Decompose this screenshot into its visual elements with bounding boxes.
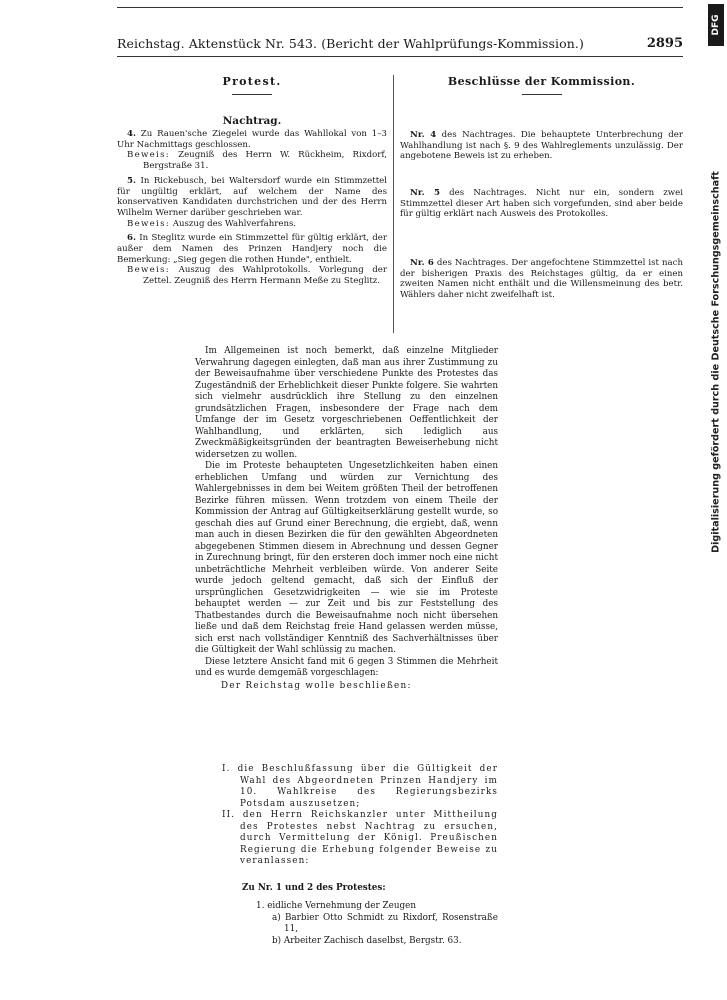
right-column-6 xyxy=(400,258,683,301)
evidence-4: Beweis: Zeugniß des Herrn W. Rückheim, Rixdorf, Bergstraße 31. xyxy=(127,150,387,172)
resolution-item-6: Nr. 6 des Nachtrages. Der angefochtene Stimmzettel ist nach der bisherigen Praxis des Reichstages gültig, da er einen zweiten Namen nicht enthält und die Willensmeinung des betr. Wählers daher nicht zweifelhaft ist. xyxy=(400,258,684,301)
resolution-item-ii: II. den Herrn Reichskanzler unter Mittheilung des Protestes nebst Nachtrag zu ersuchen, durch Vermittelung der Königl. Preußischen Regierung die Erhebung folgender Beweise zu veranlassen: xyxy=(222,810,498,866)
body-text xyxy=(195,346,498,692)
evidence-6: Beweis: Auszug des Wahlprotokolls. Vorlegung der Zettel. Zeugniß des Herrn Hermann Meße zu Steglitz. xyxy=(127,265,387,287)
right-column-5 xyxy=(400,188,683,220)
column-divider xyxy=(393,75,394,333)
body-paragraph: Die im Proteste behaupteten Ungesetzlichkeiten haben einen erheblichen Umfang und würden zur Vernichtung des Wahlergebnisses in dem bei Weitem größten Theil der betroffenen Bezirke führen müssen. Wenn trotzdem von einem Theile der Kommission der Antrag auf Gültigkeitserklärung gestellt wurde, so geschah dies auf Grund einer Berechnung, die ergiebt, daß, wenn man auch in diesen Bezirken die für den gewählten Abgeordneten abgegebenen Stimmen diesem in Abrechnung und dessen Gegner in Zurechnung bringt, für den ersteren doch immer noch eine nicht unbeträchtliche Mehrheit verbleiben würde. Von anderer Seite wurde jedoch geltend gemacht, daß sich der Einfluß der ursprünglichen Gesetzwidrigkeiten — wie sie im Proteste behauptet werden — zur Zeit und bis zur Feststellung des Thatbestandes durch die Beweisaufnahme noch nicht übersehen ließe und daß dem Reichstag freie Hand gelassen werden müsse, sich erst nach vollständiger Kenntniß des Sachverhältnisses über die Gültigkeit der Wahl schlüssig zu machen. xyxy=(195,461,498,655)
nachtrag-heading: Nachtrag. xyxy=(222,115,282,127)
witness-b: b) Arbeiter Zachisch daselbst, Bergstr. 63. xyxy=(272,935,462,946)
commission-heading: Beschlüsse der Kommission. xyxy=(447,75,636,88)
top-rule xyxy=(117,7,683,8)
page-header xyxy=(117,36,683,52)
protest-item-5: 5. In Rickebusch, bei Waltersdorf wurde ein Stimmzettel für ungültig erklärt, auf welchem der Name des konservativen Kandidaten durchstrichen und der des Herrn Wilhelm Werner darüber geschrieben war. xyxy=(117,175,387,218)
resolution-list xyxy=(222,764,498,868)
protest-heading: Protest. xyxy=(222,75,282,88)
page-number: 2895 xyxy=(646,36,683,51)
heading-rule xyxy=(232,94,272,95)
protest-item-4: 4. Zu Rauen'sche Ziegelei wurde das Wahllokal von 1–3 Uhr Nachmittags geschlossen. xyxy=(117,129,387,150)
body-paragraph: Diese letztere Ansicht fand mit 6 gegen 3 Stimmen die Mehrheit und es wurde demgemäß vorgeschlagen: xyxy=(195,656,498,678)
witness-intro: 1. eidliche Vernehmung der Zeugen xyxy=(256,901,416,911)
left-column xyxy=(117,129,387,287)
evidence-5: Beweis: Auszug des Wahlverfahrens. xyxy=(127,218,297,229)
right-column-heading xyxy=(400,75,683,95)
resolution-item-i: I. die Beschlußfassung über die Gültigkeit der Wahl des Abgeordneten Prinzen Handjery im 10. Wahlkreise des Regierungsbezirks Potsdam auszusetzen; xyxy=(222,764,499,809)
witness-list xyxy=(256,901,498,947)
resolution-intro: Der Reichstag wolle beschließen: xyxy=(221,680,412,691)
funding-credit: Digitalisierung gefördert durch die Deutsche Forschungsgemeinschaft xyxy=(710,171,722,553)
body-paragraph: Im Allgemeinen ist noch bemerkt, daß einzelne Mitglieder Verwahrung dagegen einlegten, daß man aus ihrer Zustimmung zu der Beweisaufnahme über verschiedene Punkte des Protestes das Zugeständniß der Erheblichkeit dieser Punkte folgere. Sie wahrten sich vielmehr ausdrücklich ihre Stellung zu den einzelnen grundsätzlichen Fragen, insbesondere der Frage nach dem Umfange der im Gesetz vorgeschriebenen Oeffentlichkeit der Wahlhandlung, und erklärten, sich lediglich aus Zweckmäßigkeitsgründen der beantragten Beweiserhebung nicht widersetzen zu wollen. xyxy=(195,346,498,460)
witness-a: a) Barbier Otto Schmidt zu Rixdorf, Rosenstraße 11, xyxy=(272,912,498,934)
protest-item-6: 6. In Steglitz wurde ein Stimmzettel für gültig erklärt, der außer dem Namen des Prinzen Handjery noch die Bemerkung: „Sieg gegen die rothen Hunde", enthielt. xyxy=(117,233,388,265)
heading-rule xyxy=(522,94,562,95)
header-rule xyxy=(117,56,683,57)
resolution-item-4: Nr. 4 des Nachtrages. Die behauptete Unterbrechung der Wahlhandlung ist nach §. 9 des Wahlreglements unzulässig. Der angebotene Beweis ist zu erheben. xyxy=(400,130,683,162)
running-title: Reichstag. Aktenstück Nr. 543. (Bericht der Wahlprüfungs-Kommission.) xyxy=(117,36,584,51)
dfg-sidebar xyxy=(706,0,727,1000)
resolution-item-5: Nr. 5 des Nachtrages. Nicht nur ein, sondern zwei Stimmzettel dieser Art haben sich vorgefunden, sind aber beide für gültig erklärt nach Ausweis des Protokolles. xyxy=(400,188,683,220)
protest-subheading: Zu Nr. 1 und 2 des Protestes: xyxy=(242,883,386,893)
dfg-logo: DFG xyxy=(708,4,724,46)
left-column-heading xyxy=(117,75,387,95)
right-column xyxy=(400,130,683,162)
